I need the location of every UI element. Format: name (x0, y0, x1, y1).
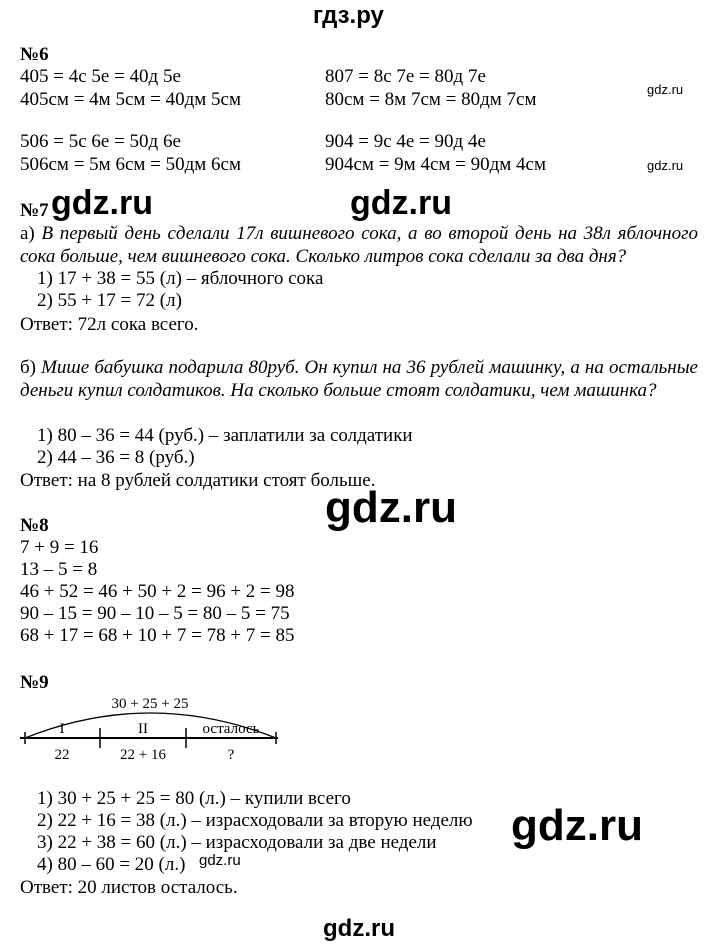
task-7a-label: а) (20, 223, 42, 244)
task-7-title: №7 (20, 200, 49, 221)
task-7a-step: 2) 55 + 17 = 72 (л) (37, 290, 182, 311)
task-9-title: №9 (20, 672, 49, 693)
diagram-total-label: 30 + 25 + 25 (111, 696, 189, 712)
task-6-right-line: 904см = 9м 4см = 90дм 4см (325, 154, 547, 175)
task-6-left-line: 405 = 4с 5е = 40д 5е (20, 66, 181, 87)
task-8-line: 13 – 5 = 8 (20, 559, 98, 580)
task-6-left-line: 506 = 5с 6е = 50д 6е (20, 131, 181, 152)
task-7a-text: В первый день сделали 17л вишневого сока, а во второй день на 38л яблочного сока больше, чем вишневого сока. Сколько литров сока сделали за два дня? (20, 223, 698, 267)
task-8-title: №8 (20, 515, 49, 536)
footer-watermark: gdz.ru (323, 915, 395, 942)
task-6-left-line: 506см = 5м 6см = 50дм 6см (20, 154, 242, 175)
diagram-segment-top-label: I (59, 721, 65, 737)
watermark-small: gdz.ru (199, 852, 241, 869)
task-7a-answer: Ответ: 72л сока всего. (20, 314, 199, 335)
task-6-title: №6 (20, 44, 49, 65)
task-9-segment-diagram (0, 690, 300, 770)
task-6-right-line: 807 = 8с 7е = 80д 7е (325, 66, 486, 87)
task-8-line: 68 + 17 = 68 + 10 + 7 = 78 + 7 = 85 (20, 625, 295, 646)
diagram-segment-bottom-label: 22 + 16 (120, 747, 166, 763)
diagram-segment-top-label: II (138, 721, 148, 737)
task-6-left-line: 405см = 4м 5см = 40дм 5см (20, 89, 242, 110)
task-9-step: 1) 30 + 25 + 25 = 80 (л.) – купили всего (37, 788, 351, 809)
task-9-step: 3) 22 + 38 = 60 (л.) – израсходовали за две недели (37, 832, 437, 853)
watermark-large: gdz.ru (350, 184, 452, 222)
task-7b-problem (20, 356, 698, 402)
task-6-right-line: 904 = 9с 4е = 90д 4е (325, 131, 486, 152)
task-7b-step: 1) 80 – 36 = 44 (руб.) – заплатили за солдатики (37, 425, 413, 446)
watermark-small: gdz.ru (647, 158, 684, 173)
task-7b-answer: Ответ: на 8 рублей солдатики стоят больше. (20, 470, 376, 491)
task-7b-step: 2) 44 – 36 = 8 (руб.) (37, 447, 195, 468)
watermark-small: gdz.ru (647, 82, 684, 97)
task-8-line: 46 + 52 = 46 + 50 + 2 = 96 + 2 = 98 (20, 581, 295, 602)
task-6-right-line: 80см = 8м 7см = 80дм 7см (325, 89, 537, 110)
task-7b-label: б) (20, 357, 42, 378)
task-8-line: 7 + 9 = 16 (20, 537, 99, 558)
task-9-step: 2) 22 + 16 = 38 (л.) – израсходовали за вторую неделю (37, 810, 473, 831)
task-9-step: 4) 80 – 60 = 20 (л.) (37, 854, 186, 875)
page-header-title: гдз.ру (313, 2, 384, 29)
diagram-segment-top-label: осталось (202, 721, 260, 737)
task-7a-problem (20, 222, 698, 268)
watermark-large: gdz.ru (511, 801, 643, 850)
watermark-large: gdz.ru (51, 184, 153, 222)
diagram-segment-bottom-label: 22 (54, 747, 70, 763)
watermark-large: gdz.ru (325, 483, 457, 532)
task-7b-text: Мише бабушка подарила 80руб. Он купил на 36 рублей машинку, а на остальные деньги купил солдатиков. На сколько больше стоят солдатики, чем машинка? (20, 357, 698, 401)
task-7a-step: 1) 17 + 38 = 55 (л) – яблочного сока (37, 268, 324, 289)
diagram-segment-bottom-label: ? (227, 747, 235, 763)
task-9-answer: Ответ: 20 листов осталось. (20, 877, 238, 898)
task-8-line: 90 – 15 = 90 – 10 – 5 = 80 – 5 = 75 (20, 603, 290, 624)
